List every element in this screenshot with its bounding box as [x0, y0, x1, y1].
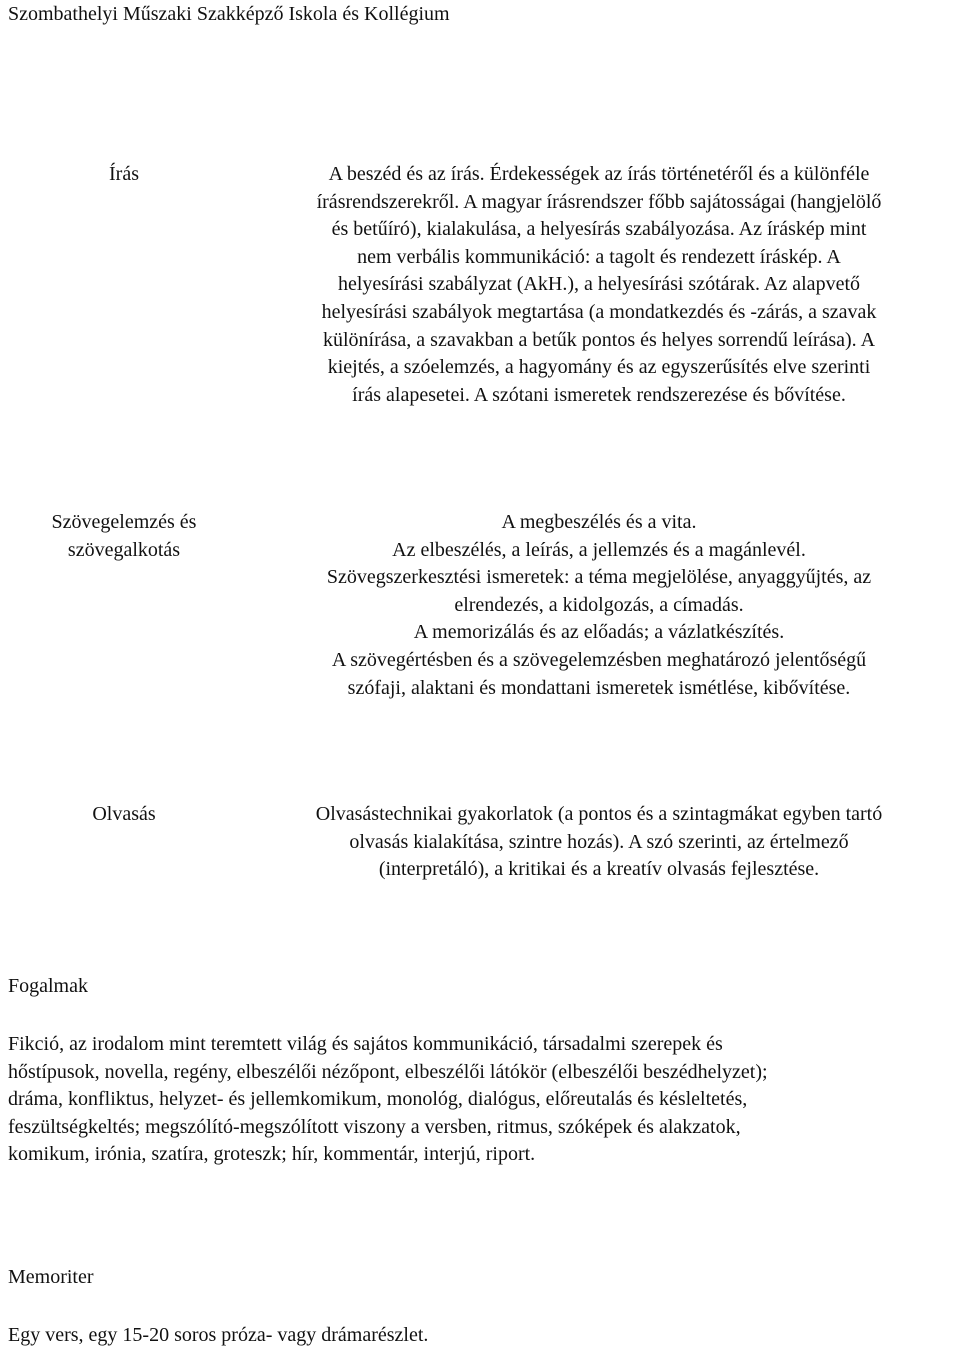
paragraph-line: komikum, irónia, szatíra, groteszk; hír, kommentár, interjú, riport. [8, 1143, 536, 1166]
content-line: A szövegértésben és a szövegelemzésben meghatározó jelentőségű [331, 648, 867, 671]
content-line: helyesírási szabályok megtartása (a mondatkezdés és -zárás, a szavak [321, 300, 877, 323]
topic-content-iras [246, 161, 952, 409]
content-line: A beszéd és az írás. Érdekességek az írás történetéről és a különféle [328, 163, 870, 185]
topic-title-szovegelemzes [14, 509, 234, 564]
topic-content-szovegelemzes [240, 509, 958, 702]
content-line: különírása, a szavakban a betűk pontos és helyes sorrendű leírása). A [322, 328, 876, 351]
paragraph-line: hőstípusok, novella, regény, elbeszélői nézőpont, elbeszélői látókör (elbeszélői beszédhelyzet); [8, 1060, 768, 1083]
content-line: A megbeszélés és a vita. [501, 511, 697, 533]
content-line: írás alapesetei. A szótani ismeretek rendszerezése és bővítése. [352, 383, 846, 406]
content-line: elrendezés, a kidolgozás, a címadás. [454, 593, 744, 616]
topic-title-olvasas [64, 801, 184, 829]
paragraph-line: Fikció, az irodalom mint teremtett világ és sajátos kommunikáció, társadalmi szerepek és [8, 1033, 723, 1055]
topic-title-iras [64, 161, 184, 189]
content-line: helyesírási szabályzat (AkH.), a helyesírási szótárak. Az alapvető [337, 273, 860, 296]
content-line: nem verbális kommunikáció: a tagolt és rendezett íráskép. A [357, 245, 841, 268]
topic-title-line: szövegalkotás [67, 538, 181, 561]
content-line: A memorizálás és az előadás; a vázlatkészítés. [413, 621, 785, 644]
content-line: olvasás kialakítása, szintre hozás). A szó szerinti, az értelmező [349, 830, 849, 853]
content-line: szófaji, alaktani és mondattani ismeretek ismétlése, kibővítése. [347, 676, 851, 699]
content-line: kiejtés, a szóelemzés, a hagyomány és az egyszerűsítés elve szerinti [327, 356, 871, 379]
memoriter-heading: Memoriter [8, 1266, 94, 1288]
topic-title-line: Írás [109, 163, 139, 185]
content-line: (interpretáló), a kritikai és a kreatív olvasás fejlesztése. [378, 858, 820, 881]
paragraph-line: dráma, konfliktus, helyzet- és jellemkomikum, monológ, dialógus, előreutalás és késleltetés, [8, 1088, 748, 1111]
content-line: Olvasástechnikai gyakorlatok (a pontos és a szintagmákat egyben tartó [315, 803, 883, 825]
fogalmak-text [8, 1031, 952, 1169]
topic-title-line: Olvasás [92, 803, 156, 825]
fogalmak-heading: Fogalmak [8, 975, 88, 997]
paragraph-line: feszültségkeltés; megszólító-megszólított viszony a versben, ritmus, szóképek és alakzatok, [8, 1115, 741, 1138]
school-name-header: Szombathelyi Műszaki Szakképző Iskola és Kollégium [8, 3, 450, 25]
content-line: és betűíró), kialakulása, a helyesírás szabályozása. Az íráskép mint [331, 218, 867, 241]
content-line: írásrendszerekről. A magyar írásrendszer főbb sajátosságai (hangjelölő [316, 190, 882, 213]
topic-content-olvasas [240, 801, 958, 884]
content-line: Az elbeszélés, a leírás, a jellemzés és a magánlevél. [392, 538, 806, 561]
memoriter-text: Egy vers, egy 15-20 soros próza- vagy drámarészlet. [8, 1324, 429, 1346]
content-line: Szövegszerkesztési ismeretek: a téma megjelölése, anyaggyűjtés, az [326, 566, 872, 589]
topic-title-line: Szövegelemzés és [51, 511, 197, 533]
